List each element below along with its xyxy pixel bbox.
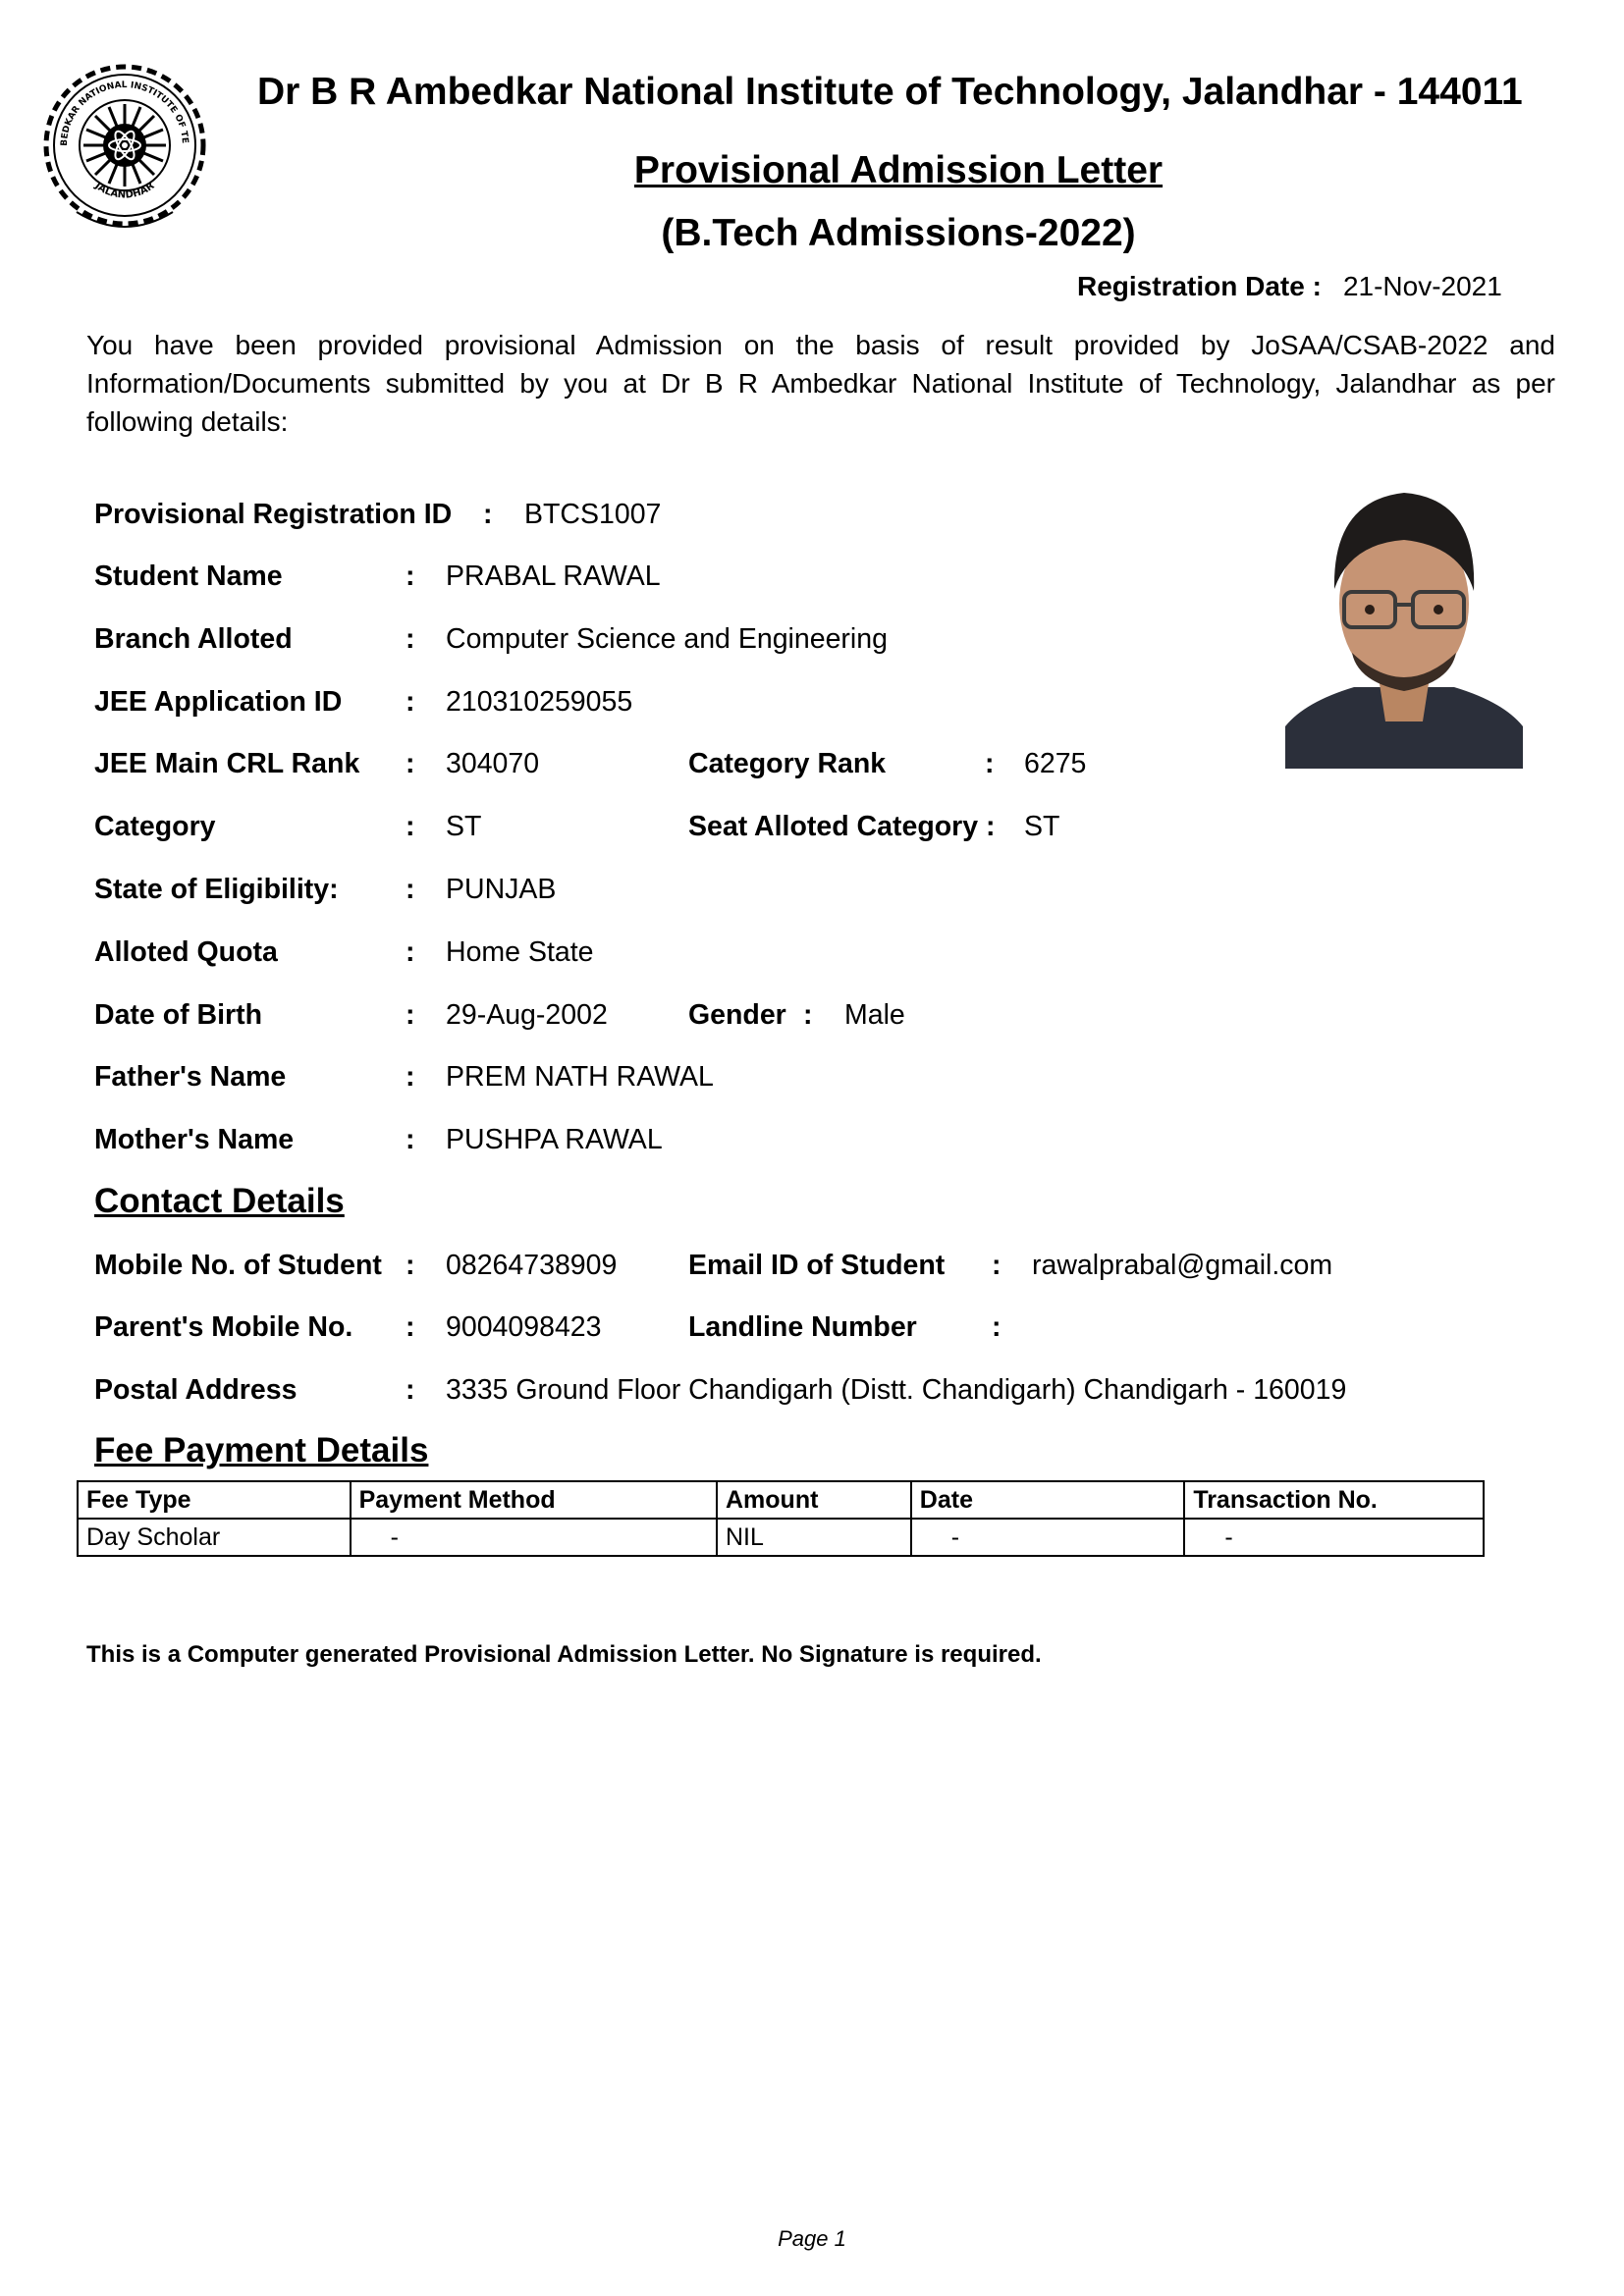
- mother-name-label: Mother's Name: [94, 1124, 295, 1155]
- table-row: [78, 1519, 1484, 1556]
- fee-type-cell: Day Scholar: [78, 1519, 351, 1556]
- reg-id-label: Provisional Registration ID: [94, 499, 453, 530]
- registration-date: [1077, 271, 1502, 302]
- svg-text:JALANDHAR: JALANDHAR: [92, 180, 157, 201]
- mother-name-colon: :: [406, 1124, 415, 1155]
- seat-category-label: Seat Alloted Category :: [688, 811, 996, 842]
- payment-method-cell: -: [351, 1519, 717, 1556]
- reg-id-value: BTCS1007: [524, 499, 662, 530]
- category-rank-colon: :: [985, 748, 995, 779]
- crl-rank-value: 304070: [446, 748, 540, 779]
- registration-date-value: 21-Nov-2021: [1342, 271, 1502, 301]
- amount-cell: NIL: [717, 1519, 911, 1556]
- reg-id-colon: :: [483, 499, 493, 530]
- date-header: Date: [911, 1481, 1185, 1519]
- student-mobile-value: 08264738909: [446, 1250, 618, 1281]
- gender-value: Male: [844, 999, 905, 1031]
- student-name-label: Student Name: [94, 561, 283, 592]
- student-name-value: PRABAL RAWAL: [446, 561, 661, 592]
- gender-colon: :: [803, 999, 813, 1031]
- email-colon: :: [992, 1250, 1001, 1281]
- jee-app-colon: :: [406, 686, 415, 718]
- student-mobile-label: Mobile No. of Student: [94, 1250, 382, 1281]
- seat-category-value: ST: [1024, 811, 1060, 842]
- registration-date-label: Registration Date :: [1077, 271, 1322, 301]
- svg-text:DR B R AMBEDKAR NATIONAL INSTI: BEDKAR NATIONAL INSTITUTE OF TE: [59, 80, 190, 146]
- student-mobile-colon: :: [406, 1250, 415, 1281]
- jee-app-label: JEE Application ID: [94, 686, 343, 718]
- amount-header: Amount: [717, 1481, 911, 1519]
- letter-title: Provisional Admission Letter: [633, 149, 1164, 191]
- category-label: Category: [94, 811, 216, 842]
- state-colon: :: [406, 874, 415, 905]
- computer-generated-note: This is a Computer generated Provisional Admission Letter. No Signature is required.: [86, 1641, 1042, 1668]
- student-photo-icon: [1285, 481, 1523, 769]
- category-value: ST: [446, 811, 482, 842]
- postal-address-colon: :: [406, 1374, 415, 1406]
- quota-label: Alloted Quota: [94, 936, 278, 968]
- landline-colon: :: [992, 1311, 1001, 1343]
- contact-details-heading: Contact Details: [94, 1182, 345, 1220]
- jee-app-value: 210310259055: [446, 686, 633, 718]
- state-label: State of Eligibility:: [94, 874, 339, 905]
- payment-method-header: Payment Method: [351, 1481, 717, 1519]
- father-name-label: Father's Name: [94, 1061, 287, 1093]
- branch-value: Computer Science and Engineering: [446, 623, 888, 655]
- mother-name-value: PUSHPA RAWAL: [446, 1124, 663, 1155]
- quota-colon: :: [406, 936, 415, 968]
- crl-rank-colon: :: [406, 748, 415, 779]
- fee-details-heading: Fee Payment Details: [94, 1431, 429, 1469]
- student-name-colon: :: [406, 561, 415, 592]
- landline-label: Landline Number: [688, 1311, 917, 1343]
- father-name-colon: :: [406, 1061, 415, 1093]
- dob-label: Date of Birth: [94, 999, 262, 1031]
- branch-colon: :: [406, 623, 415, 655]
- date-cell: -: [911, 1519, 1185, 1556]
- crl-rank-label: JEE Main CRL Rank: [94, 748, 360, 779]
- category-rank-label: Category Rank: [688, 748, 887, 779]
- fee-table: [77, 1480, 1485, 1557]
- postal-address-value: 3335 Ground Floor Chandigarh (Distt. Chandigarh) Chandigarh - 160019: [446, 1374, 1347, 1406]
- postal-address-label: Postal Address: [94, 1374, 298, 1406]
- father-name-value: PREM NATH RAWAL: [446, 1061, 714, 1093]
- branch-label: Branch Alloted: [94, 623, 293, 655]
- letter-subtitle: (B.Tech Admissions-2022): [661, 212, 1136, 254]
- state-value: PUNJAB: [446, 874, 557, 905]
- parent-mobile-colon: :: [406, 1311, 415, 1343]
- category-rank-value: 6275: [1024, 748, 1087, 779]
- category-colon: :: [406, 811, 415, 842]
- parent-mobile-label: Parent's Mobile No.: [94, 1311, 353, 1343]
- dob-value: 29-Aug-2002: [446, 999, 608, 1031]
- email-label: Email ID of Student: [688, 1250, 946, 1281]
- gender-label: Gender: [688, 999, 786, 1031]
- dob-colon: :: [406, 999, 415, 1031]
- intro-paragraph: You have been provided provisional Admission on the basis of result provided by JoSAA/CSAB-2022 and Information/Documents submitted by you at Dr B R Ambedkar National Institute of Technology, Jalandhar as per following details:: [86, 330, 1555, 437]
- institute-title: Dr B R Ambedkar National Institute of Technology, Jalandhar - 144011: [257, 71, 1523, 113]
- page-number: Page 1: [778, 2226, 846, 2251]
- quota-value: Home State: [446, 936, 594, 968]
- parent-mobile-value: 9004098423: [446, 1311, 602, 1343]
- fee-type-header: Fee Type: [78, 1481, 351, 1519]
- transaction-no-header: Transaction No.: [1184, 1481, 1484, 1519]
- transaction-no-cell: -: [1184, 1519, 1484, 1556]
- fee-table-header-row: [78, 1481, 1484, 1519]
- email-value: rawalprabal@gmail.com: [1032, 1250, 1333, 1281]
